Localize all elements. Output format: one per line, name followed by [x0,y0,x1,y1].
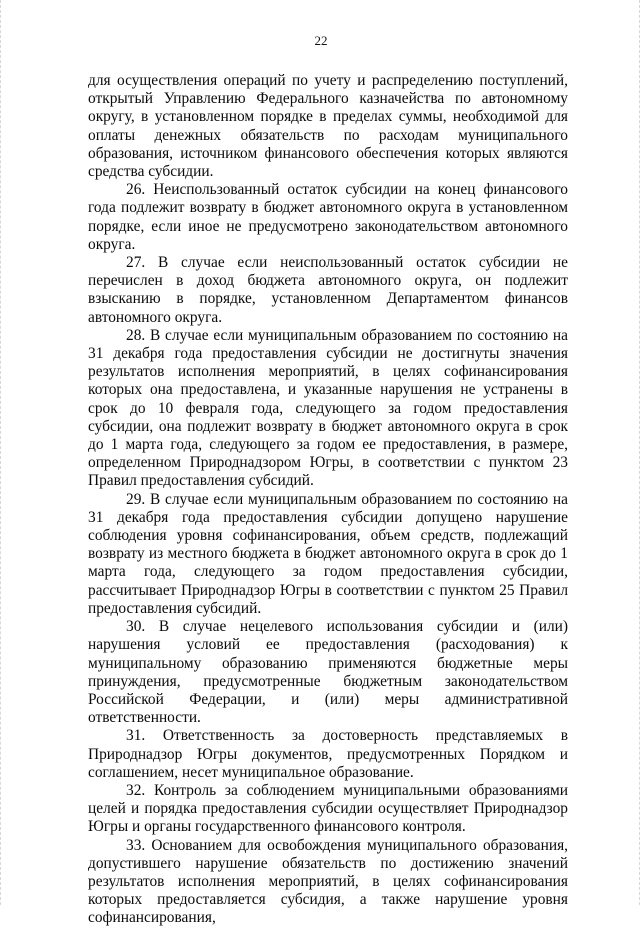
paragraph-32: 32. Контроль за соблюдением муниципальными образованиями целей и порядка предоставления субсидии осуществляет Природнадзор Югры и органы государственного финансового контроля. [88,781,568,836]
paragraph-29: 29. В случае если муниципальным образованием по состоянию на 31 декабря года предоставления субсидии допущено нарушение соблюдения уровня софинансирования, объем средств, подлежащий возврату из местного бюджета в бюджет автономного округа в срок до 1 марта года, следующего за годом предоставления субсидии, рассчитывает Природнадзор Югры в соответствии с пунктом 25 Правил предоставления субсидий. [88,490,568,617]
paragraph-28: 28. В случае если муниципальным образованием по состоянию на 31 декабря года предоставления субсидии не достигнуты значения результатов исполнения мероприятий, в целях софинансирования которых она предоставлена, и указанные нарушения не устранены в срок до 10 февраля года, следующего за годом предоставления субсидии, она подлежит возврату в бюджет автономного округа в срок до 1 марта года, следующего за годом ее предоставления, в размере, определенном Природнадзором Югры, в соответствии с пунктом 23 Правил предоставления субсидий. [88,326,568,490]
paragraph-33: 33. Основанием для освобождения муниципального образования, допустившего нарушение обязательств по достижению значений результатов исполнения мероприятий, в целях софинансирования которых предоставляется субсидия, а также нарушение уровня софинансирования, [88,836,568,927]
page-number: 22 [314,33,328,48]
paragraph-31: 31. Ответственность за достоверность представляемых в Природнадзор Югры документов, предусмотренных Порядком и соглашением, несет муниципальное образование. [88,727,568,781]
paragraph-30: 30. В случае нецелевого использования субсидии и (или) нарушения условий ее предоставления (расходования) к муниципальному образованию применяются бюджетные меры принуждения, предусмотренные бюджетным законодательством Российской Федерации, и (или) меры административной ответственности. [88,618,568,727]
paragraph-26: 26. Неиспользованный остаток субсидии на конец финансового года подлежит возврату в бюджет автономного округа в установленном порядке, если иное не предусмотрено законодательством автономного округа. [88,181,568,253]
document-body [88,72,568,928]
paragraph-continuation: для осуществления операций по учету и распределению поступлений, открытый Управлению Федерального казначейства по автономному округу, в установленном порядке в пределах суммы, необходимой для оплаты денежных обязательств по расходам муниципального образования, источником финансового обеспечения которых являются средства субсидии. [88,72,568,181]
paragraph-27: 27. В случае если неиспользованный остаток субсидии не перечислен в доход бюджета автономного округа, он подлежит взысканию в порядке, установленном Департаментом финансов автономного округа. [88,254,568,326]
